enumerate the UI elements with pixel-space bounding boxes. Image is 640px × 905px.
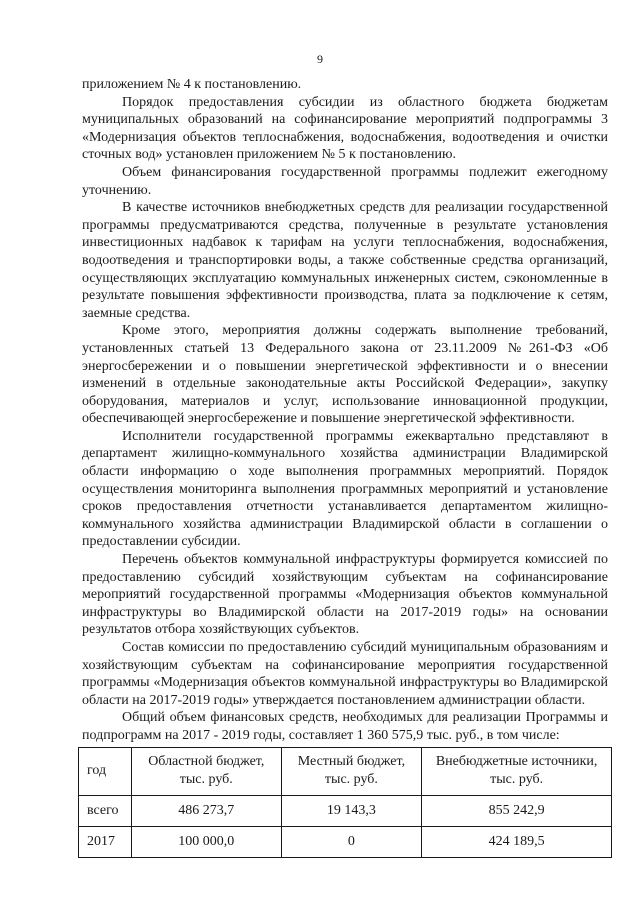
- cell-regional: 486 273,7: [132, 795, 282, 826]
- cell-local: 19 143,3: [281, 795, 422, 826]
- header-year: год: [79, 747, 132, 795]
- funding-table: [78, 747, 612, 858]
- paragraph: Общий объем финансовых средств, необходимых для реализации Программы и подпрограмм на 2017 - 2019 годы, составляет 1 360 575,9 тыс. руб., в том числе:: [82, 710, 608, 743]
- cell-year: всего: [79, 795, 132, 826]
- table-header-row: [79, 747, 612, 795]
- cell-extrabudgetary: 424 189,5: [422, 826, 612, 857]
- cell-regional: 100 000,0: [132, 826, 282, 857]
- paragraph: Исполнители государственной программы ежеквартально представляют в департамент жилищно-коммунального хозяйства администрации Владимирской области информацию о ходе выполнения программных мероприятий. Порядок осуществления мониторинга выполнения программных мероприятий и установление сроков предоставления отчетности устанавливается департаментом жилищно-коммунального хозяйства администрации Владимирской области в соглашении о предоставлении субсидии.: [82, 428, 608, 550]
- document-body: [82, 76, 608, 858]
- table-row: [79, 795, 612, 826]
- table-row: [79, 826, 612, 857]
- cell-local: 0: [281, 826, 422, 857]
- paragraph: В качестве источников внебюджетных средств для реализации государственной программы предусматриваются средства, полученные в результате установления инвестиционных надбавок к тарифам на услуги теплоснабжения, водоснабжения, водоотведения и транспортировки воды, а также собственные средства организаций, осуществляющих эксплуатацию коммунальных инженерных систем, сэкономленные в результате повышения эффективности производства, плата за подключение к сетям, заемные средства.: [82, 200, 608, 321]
- paragraph: Перечень объектов коммунальной инфраструктуры формируется комиссией по предоставлению субсидий хозяйствующим субъектам на софинансирование мероприятий государственной программы «Модернизация объектов коммунальной инфраструктуры во Владимирской области на 2017-2019 годы» на основании результатов отбора хозяйствующих субъектов.: [82, 552, 608, 638]
- page-number: 9: [317, 52, 323, 66]
- paragraph: Кроме этого, мероприятия должны содержать выполнение требований, установленных статьей 13 Федерального закона от 23.11.2009 №261-ФЗ «Об энергосбережении и о повышении энергетической эффективности и о внесении изменений в отдельные законодательные акты Российской Федерации», закупку оборудования, материалов и услуг, использование инновационной продукции, обеспечивающей энергосбережение и повышение энергетической эффективности.: [82, 323, 608, 427]
- header-extrabudgetary: Внебюджетные источники, тыс. руб.: [422, 747, 612, 795]
- paragraph: приложением № 4 к постановлению.: [82, 77, 302, 92]
- header-local-budget: Местный бюджет, тыс. руб.: [281, 747, 422, 795]
- paragraph: Объем финансирования государственной программы подлежит ежегодному уточнению.: [82, 164, 608, 198]
- cell-extrabudgetary: 855 242,9: [422, 795, 612, 826]
- paragraph: Состав комиссии по предоставлению субсидий муниципальным образованиям и хозяйствующим субъектам на софинансирование мероприятия государственной программы «Модернизация объектов коммунальной инфраструктуры во Владимирской области на 2017-2019 годы» утверждается постановлением администрации области.: [82, 640, 608, 708]
- header-regional-budget: Областной бюджет, тыс. руб.: [132, 747, 282, 795]
- cell-year: 2017: [79, 826, 132, 857]
- paragraph: Порядок предоставления субсидии из областного бюджета бюджетам муниципальных образований на софинансирование мероприятий подпрограммы 3 «Модернизация объектов теплоснабжения, водоснабжения, водоотведения и очистки сточных вод» установлен приложением № 5 к постановлению.: [82, 94, 608, 163]
